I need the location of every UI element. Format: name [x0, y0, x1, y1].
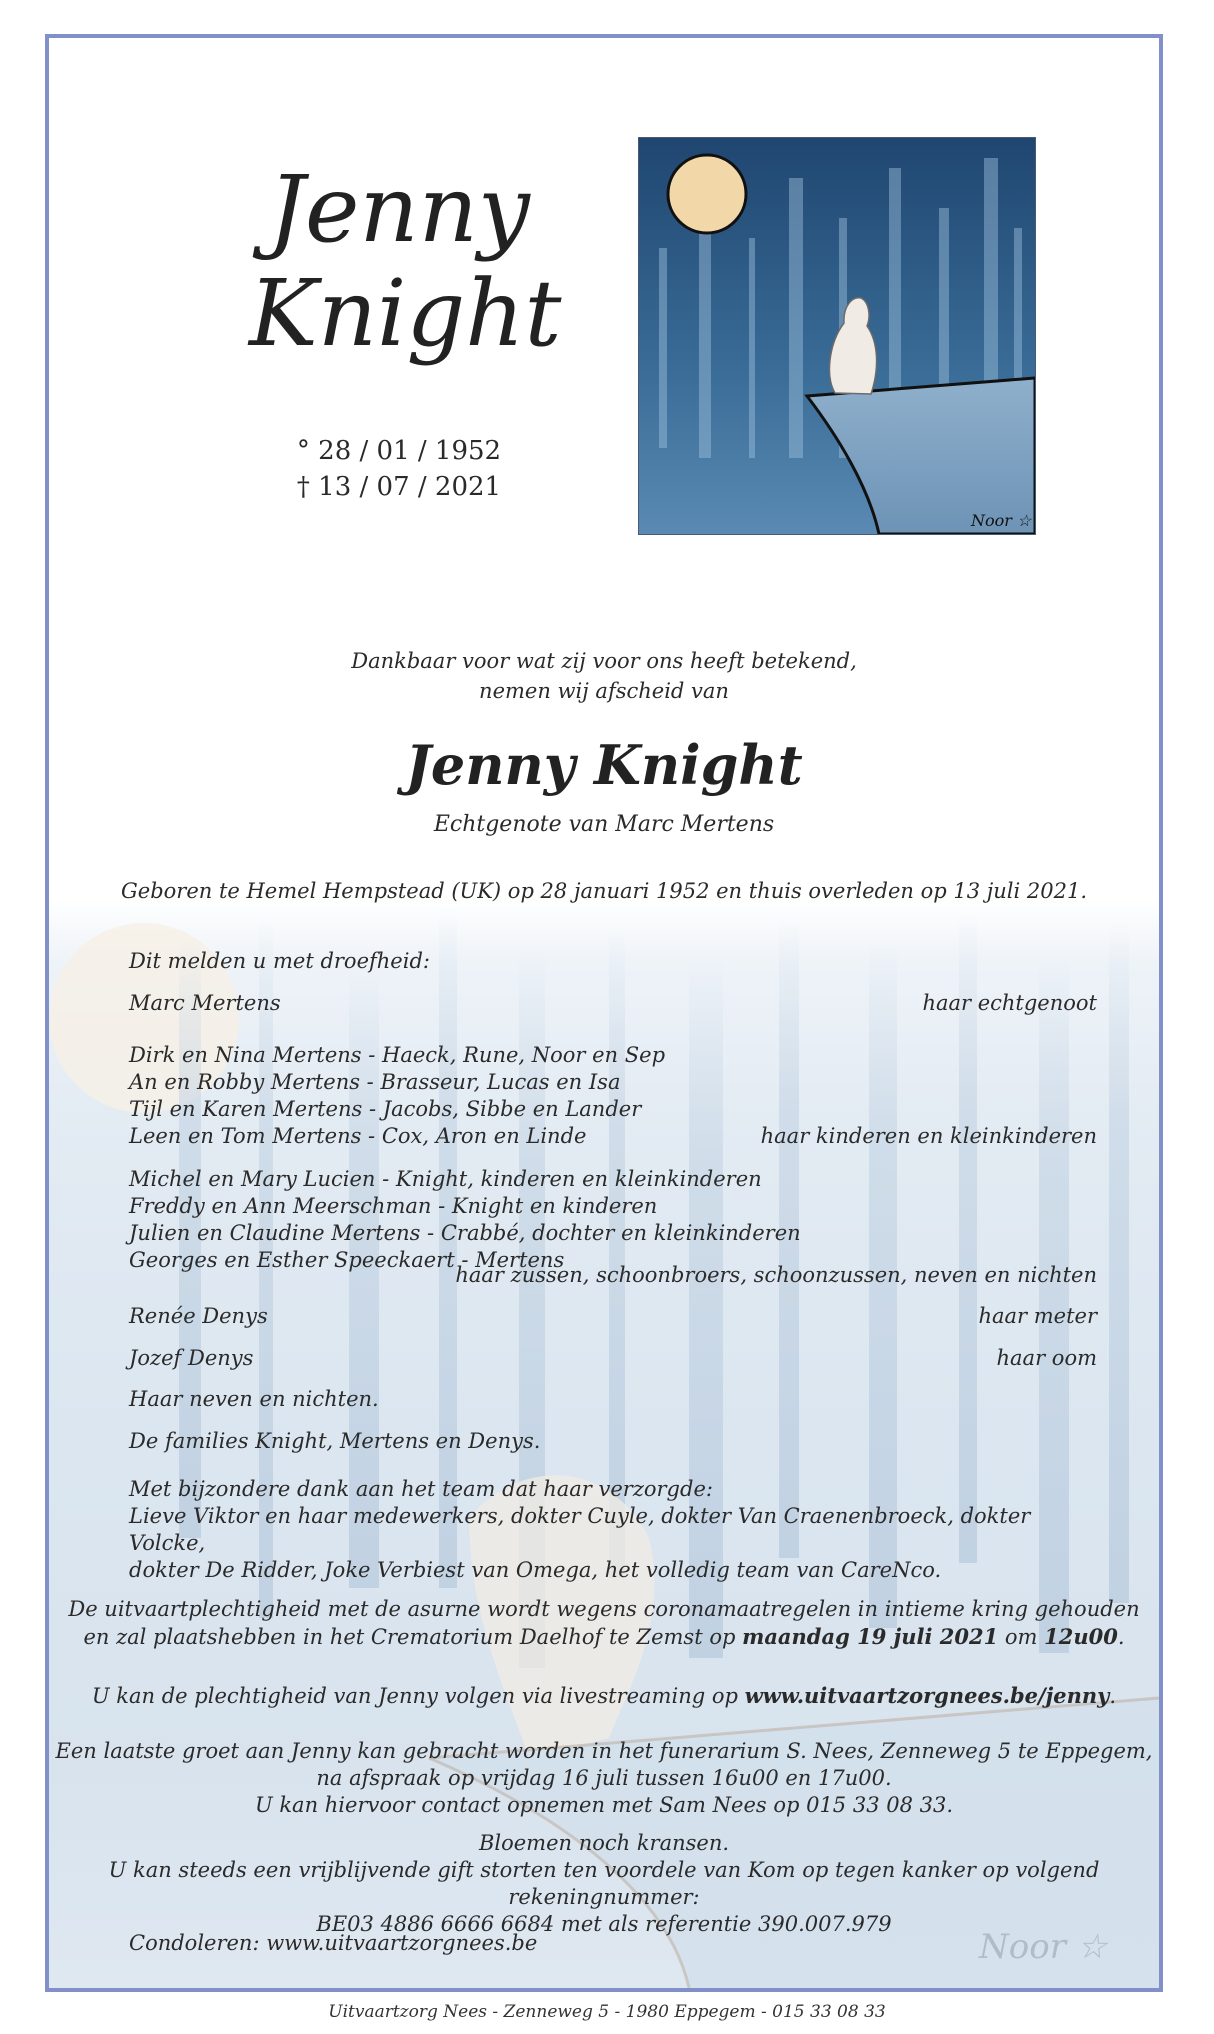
ceremony-line-2 — [49, 1623, 1159, 1651]
flowers-line-1: Bloemen noch kransen. — [478, 1831, 730, 1855]
ceremony-line-2-suffix: . — [1117, 1625, 1125, 1649]
livestream-url[interactable]: www.uitvaartzorgnees.be/jenny — [744, 1683, 1110, 1708]
visit-line-1: Een laatste groet aan Jenny kan gebracht worden in het funerarium S. Nees, Zenneweg 5 te Eppegem, — [55, 1739, 1153, 1763]
livestream-suffix: . — [1109, 1684, 1117, 1708]
intro-line-2: nemen wij afscheid van — [479, 679, 729, 703]
child-line: An en Robby Mertens - Brasseur, Lucas en Isa — [129, 1070, 621, 1094]
visit-block — [49, 1738, 1159, 1819]
condolences-line[interactable]: Condoleren: www.uitvaartzorgnees.be — [129, 1931, 538, 1955]
families-line: De families Knight, Mertens en Denys. — [129, 1429, 541, 1453]
visit-line-3: U kan hiervoor contact opnemen met Sam Nees op 015 33 08 33. — [254, 1793, 954, 1817]
intro-line-1: Dankbaar voor wat zij voor ons heeft betekend, — [351, 649, 857, 673]
life-dates — [269, 433, 529, 505]
ceremony-block — [49, 1596, 1159, 1651]
visit-line-2: na afspraak op vrijdag 16 juli tussen 16u00 en 17u00. — [316, 1766, 892, 1790]
child-line: Tijl en Karen Mertens - Jacobs, Sibbe en Lander — [129, 1097, 642, 1121]
ceremony-date: maandag 19 juli 2021 — [742, 1624, 999, 1649]
thanks-block — [129, 1476, 1097, 1584]
death-date: † 13 / 07 / 2021 — [296, 472, 502, 502]
uncle-role: haar oom — [996, 1346, 1097, 1370]
cousins-line: Haar neven en nichten. — [129, 1387, 379, 1411]
sibling-line: Freddy en Ann Meerschman - Knight en kinderen — [129, 1194, 658, 1218]
siblings-list — [129, 1166, 1097, 1274]
thanks-line-2: Lieve Viktor en haar medewerkers, dokter Cuyle, dokter Van Craenenbroeck, dokter Volcke, — [129, 1504, 1031, 1555]
spouse-name: Marc Mertens — [129, 991, 281, 1015]
spouse-role: haar echtgenoot — [922, 991, 1097, 1015]
birth-date: ° 28 / 01 / 1952 — [296, 436, 502, 466]
family-list — [129, 948, 1097, 1582]
children-role: haar kinderen en kleinkinderen — [760, 1124, 1097, 1148]
flowers-line-2: U kan steeds een vrijblijvende gift storten ten voordele van Kom op tegen kanker op volgend rekeningnummer: — [108, 1858, 1100, 1909]
sibling-line: Julien en Claudine Mertens - Crabbé, dochter en kleinkinderen — [129, 1221, 801, 1245]
siblings-role: haar zussen, schoonbroers, schoonzussen, neven en nichten — [455, 1263, 1097, 1287]
announcement: Dit melden u met droefheid: — [129, 949, 430, 973]
spouse-line: Echtgenote van Marc Mertens — [433, 812, 775, 837]
sibling-line: Michel en Mary Lucien - Knight, kinderen en kleinkinderen — [129, 1167, 762, 1191]
born-line: Geboren te Hemel Hempstead (UK) op 28 januari 1952 en thuis overleden op 13 juli 2021. — [121, 879, 1087, 903]
child-line: Leen en Tom Mertens - Cox, Aron en Linde — [129, 1124, 587, 1148]
deceased-name: Jenny Knight — [405, 733, 803, 797]
ceremony-line-2-prefix: en zal plaatshebben in het Crematorium Daelhof te Zemst op — [83, 1625, 743, 1649]
card-frame — [45, 34, 1163, 1992]
uncle-name: Jozef Denys — [129, 1346, 254, 1370]
footer-address: Uitvaartzorg Nees - Zenneweg 5 - 1980 Eppegem - 015 33 08 33 — [328, 2002, 886, 2022]
ceremony-line-1: De uitvaartplechtigheid met de asurne wordt wegens coronamaatregelen in intieme kring gehouden — [68, 1597, 1140, 1621]
flowers-line-3: BE03 4886 6666 6684 met als referentie 390.007.979 — [316, 1912, 892, 1936]
flowers-block — [49, 1830, 1159, 1938]
hero-last-name: Knight — [249, 260, 562, 367]
godmother-role: haar meter — [978, 1304, 1097, 1328]
wolf-painting — [639, 138, 1035, 534]
hero-name — [249, 156, 562, 367]
thanks-line-1: Met bijzondere dank aan het team dat haar verzorgde: — [129, 1477, 713, 1501]
child-line: Dirk en Nina Mertens - Haeck, Rune, Noor en Sep — [129, 1043, 666, 1067]
livestream-line — [49, 1682, 1159, 1710]
livestream-prefix: U kan de plechtigheid van Jenny volgen via livestreaming op — [91, 1684, 745, 1708]
sibling-line: Georges en Esther Speeckaert - Mertens — [129, 1248, 565, 1272]
intro-text — [49, 646, 1159, 706]
ceremony-time: 12u00 — [1044, 1624, 1118, 1649]
svg-text:Noor ☆: Noor ☆ — [979, 1927, 1108, 1967]
thanks-line-3: dokter De Ridder, Joke Verbiest van Omega, het volledig team van CareNco. — [129, 1558, 942, 1582]
svg-text:Noor ☆: Noor ☆ — [971, 511, 1032, 530]
ceremony-line-2-mid: om — [998, 1625, 1045, 1649]
hero-first-name: Jenny — [268, 156, 530, 263]
godmother-name: Renée Denys — [129, 1304, 268, 1328]
